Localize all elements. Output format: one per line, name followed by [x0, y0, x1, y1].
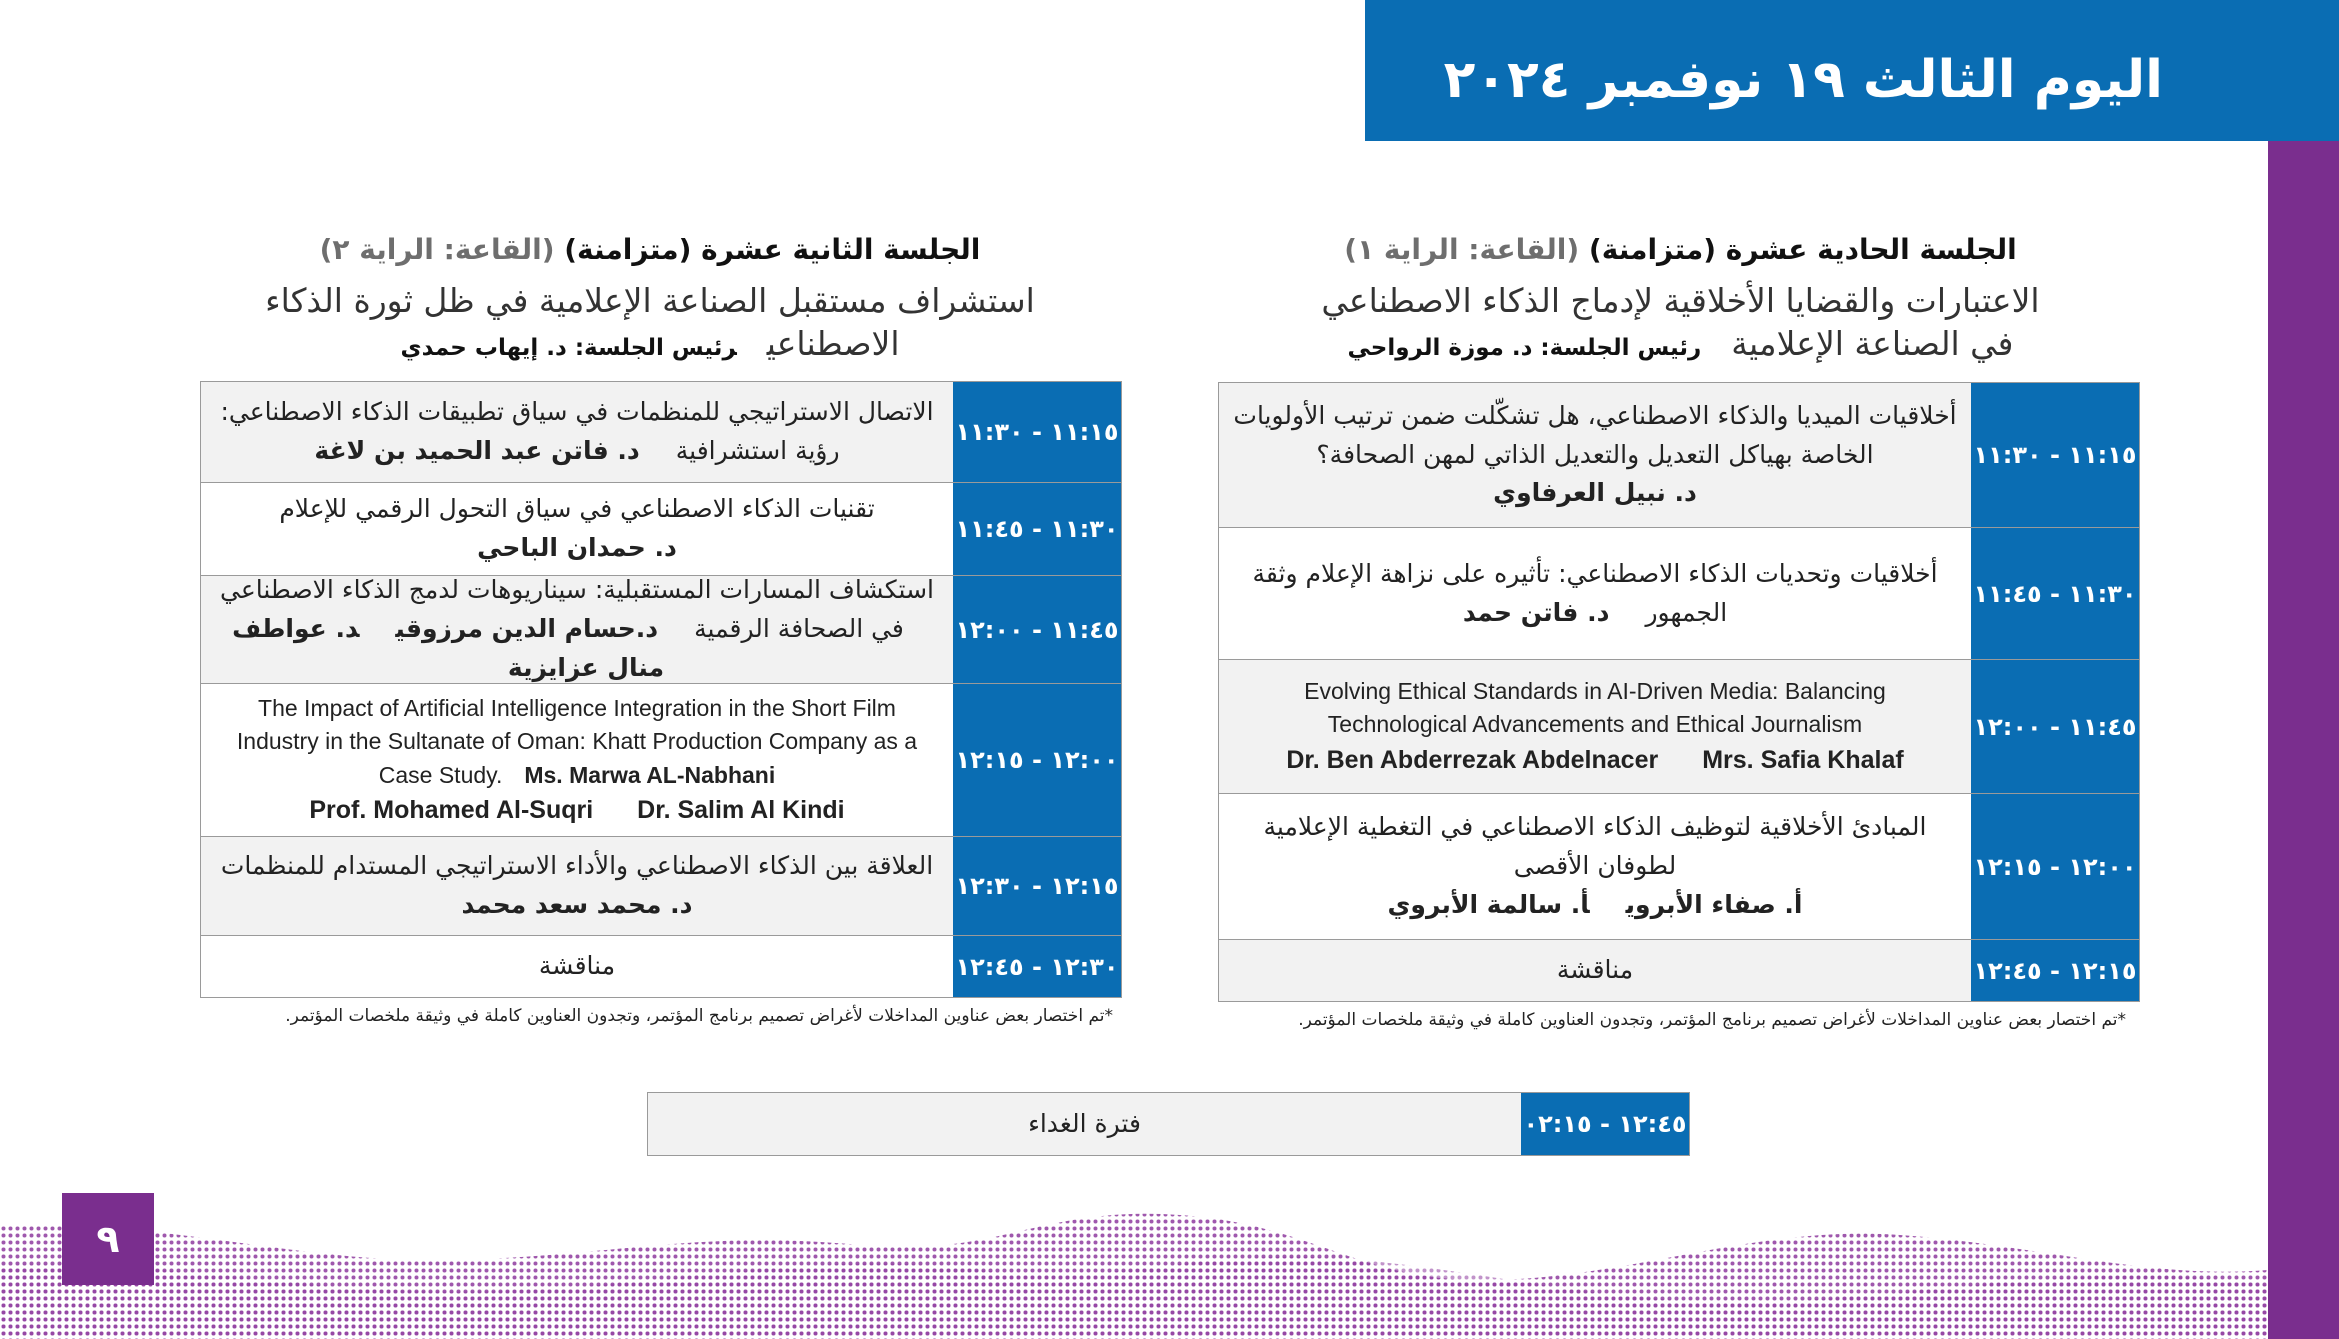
talk-cell: [1219, 528, 1971, 659]
session-subtitle-line2: [1218, 323, 2143, 366]
talk-title-line: Industry in the Sultanate of Oman: Khatt Production Company as a: [236, 728, 918, 755]
table-row: [1219, 660, 2139, 794]
talk-title-line: The Impact of Artificial Intelligence Integration in the Short Film: [258, 694, 896, 721]
table-row: [201, 382, 1121, 483]
time-slot: ١١:٤٥ - ١٢:٠٠: [953, 576, 1121, 683]
session-eleven-header: [1218, 232, 2143, 366]
time-slot: ١٢:١٥ - ١٢:٤٥: [1971, 940, 2139, 1001]
table-row: [201, 936, 1121, 997]
table-row: [1219, 794, 2139, 940]
time-slot: ١٢:٤٥ - ٠٢:١٥: [1521, 1093, 1689, 1155]
session-subtitle-line1: استشراف مستقبل الصناعة الإعلامية في ظل ثورة الذكاء: [265, 281, 1035, 321]
time-slot: ١١:٣٠ - ١١:٤٥: [953, 483, 1121, 575]
session-title-text: الجلسة الحادية عشرة (متزامنة): [1579, 233, 2017, 266]
talk-title-line: تقنيات الذكاء الاصطناعي في سياق التحول الرقمي للإعلام: [279, 494, 875, 524]
talk-title-line: الاتصال الاستراتيجي للمنظمات في سياق تطبيقات الذكاء الاصطناعي:: [220, 397, 934, 427]
lunch-label: فترة الغداء: [648, 1093, 1521, 1155]
speaker-name: د. نبيل العرفاوي: [1493, 478, 1697, 508]
talk-title-line: لطوفان الأقصى: [1513, 851, 1677, 881]
speaker-name: د. عواطف منال عزايزية: [232, 614, 665, 682]
talk-cell: [1219, 794, 1971, 939]
speakers: [459, 529, 695, 568]
talk-title-line: الخاصة بهياكل التعديل والتعديل الذاتي لمهن الصحافة؟: [1316, 439, 1874, 469]
session-title: [200, 232, 1100, 268]
session-subtitle-text: في الصناعة الإعلامية: [1731, 324, 2014, 364]
side-accent-bar: [2268, 141, 2339, 1339]
lunch-break-row: [647, 1092, 1690, 1156]
footnote: *تم اختصار بعض عناوين المداخلات لأغراض تصميم برنامج المؤتمر، وتجدون العناوين كاملة في وثيقة ملخصات المؤتمر.: [1298, 1010, 2126, 1030]
session-room: (القاعة: الراية ٢): [319, 233, 555, 266]
talk-title-line: Evolving Ethical Standards in AI-Driven Media: Balancing: [1304, 678, 1886, 705]
talk-cell: [201, 837, 953, 935]
speaker-name: د. فاتن حمد: [1462, 597, 1610, 627]
talk-title-line: العلاقة بين الذكاء الاصطناعي والأداء الاستراتيجي المستدام للمنظمات: [220, 851, 934, 881]
talk-title-line: Technological Advancements and Ethical Journalism: [1327, 711, 1863, 738]
session-subtitle-line2: [200, 323, 1100, 366]
table-row: [201, 576, 1121, 684]
session-chair: رئيس الجلسة: د. موزة الرواحي: [1347, 335, 1702, 362]
speakers: [1370, 886, 1821, 925]
speaker-name: د.حسام الدين مرزوقي: [395, 614, 659, 644]
page-title: اليوم الثالث ١٩ نوفمبر ٢٠٢٤: [1443, 50, 2163, 110]
table-row: [201, 483, 1121, 576]
speaker-name: Dr. Ben Abderrezak Abdelnacer: [1286, 745, 1659, 774]
talk-cell: [201, 576, 953, 683]
speaker-name: Prof. Mohamed Al-Suqri: [309, 795, 594, 824]
time-slot: ١١:٤٥ - ١٢:٠٠: [1971, 660, 2139, 793]
talk-title-line: المبادئ الأخلاقية لتوظيف الذكاء الاصطناعي في التغطية الإعلامية: [1263, 812, 1927, 842]
talk-title-text: Case Study.: [378, 761, 503, 788]
speakers: [444, 886, 711, 925]
page-number: ٩: [62, 1193, 154, 1285]
session-title-text: الجلسة الثانية عشرة (متزامنة): [554, 233, 981, 266]
speakers: [1264, 742, 1925, 778]
time-slot: ١٢:١٥ - ١٢:٣٠: [953, 837, 1121, 935]
session-title: [1218, 232, 2143, 268]
talk-cell: [1219, 383, 1971, 527]
session-subtitle-line1: الاعتبارات والقضايا الأخلاقية لإدماج الذكاء الاصطناعي: [1321, 281, 2040, 321]
dotted-wave-decoration: [0, 1190, 2268, 1339]
session-twelve-schedule: [200, 381, 1122, 998]
talk-title-line: أخلاقيات وتحديات الذكاء الاصطناعي: تأثيره على نزاهة الإعلام وثقة: [1252, 558, 1938, 588]
session-eleven-schedule: [1218, 382, 2140, 1002]
session-twelve-header: [200, 232, 1100, 366]
table-row: [1219, 940, 2139, 1001]
speaker-name: Mrs. Safia Khalaf: [1702, 745, 1904, 774]
time-slot: ١٢:٠٠ - ١٢:١٥: [1971, 794, 2139, 939]
talk-cell: [201, 684, 953, 836]
talk-title-line: [379, 759, 776, 792]
speaker-name: أ. سالمة الأبروي: [1387, 889, 1590, 919]
talk-title-line: أخلاقيات الميديا والذكاء الاصطناعي، هل تشكّلت ضمن ترتيب الأولويات: [1233, 400, 1957, 430]
speakers: [287, 792, 866, 828]
time-slot: ١١:١٥ - ١١:٣٠: [1971, 383, 2139, 527]
table-row: [201, 684, 1121, 837]
speaker-name: د. فاتن عبد الحميد بن لاغة: [314, 436, 640, 465]
session-chair: رئيس الجلسة: د. إيهاب حمدي: [400, 335, 737, 362]
table-row: [1219, 528, 2139, 660]
speaker-name: Dr. Salim Al Kindi: [637, 795, 845, 824]
time-slot: ١٢:٣٠ - ١٢:٤٥: [953, 936, 1121, 997]
time-slot: ١١:١٥ - ١١:٣٠: [953, 382, 1121, 482]
talk-title-line: الجمهور: [1645, 597, 1728, 627]
session-room: (القاعة: الراية ١): [1344, 233, 1580, 266]
discussion-cell: مناقشة: [1219, 940, 1971, 1001]
speaker-name: Ms. Marwa AL-Nabhani: [524, 761, 776, 788]
speaker-name: أ. صفاء الأبروي: [1625, 889, 1803, 919]
table-row: [201, 837, 1121, 936]
talk-cell: [1219, 660, 1971, 793]
footnote: *تم اختصار بعض عناوين المداخلات لأغراض تصميم برنامج المؤتمر، وتجدون العناوين كاملة في وثيقة ملخصات المؤتمر.: [285, 1006, 1113, 1026]
discussion-cell: مناقشة: [538, 951, 616, 981]
speaker-name: د. حمدان الباحي: [477, 533, 677, 562]
time-slot: ١٢:٠٠ - ١٢:١٥: [953, 684, 1121, 836]
talk-title-line: رؤية استشرافية: [675, 436, 840, 465]
talk-title-line: استكشاف المسارات المستقبلية: سيناريوهات لدمج الذكاء الاصطناعي: [220, 575, 934, 605]
speakers: [1445, 594, 1745, 633]
table-row: [1219, 383, 2139, 528]
talk-cell: [201, 382, 953, 482]
session-subtitle-text: الاصطناعي: [766, 324, 900, 364]
talk-cell: [201, 483, 953, 575]
talk-title-line: في الصحافة الرقمية: [694, 614, 904, 644]
time-slot: ١١:٣٠ - ١١:٤٥: [1971, 528, 2139, 659]
speaker-name: د. محمد سعد محمد: [461, 890, 693, 919]
speakers: [296, 432, 857, 471]
speakers: [215, 610, 939, 688]
speakers: [1475, 474, 1715, 513]
